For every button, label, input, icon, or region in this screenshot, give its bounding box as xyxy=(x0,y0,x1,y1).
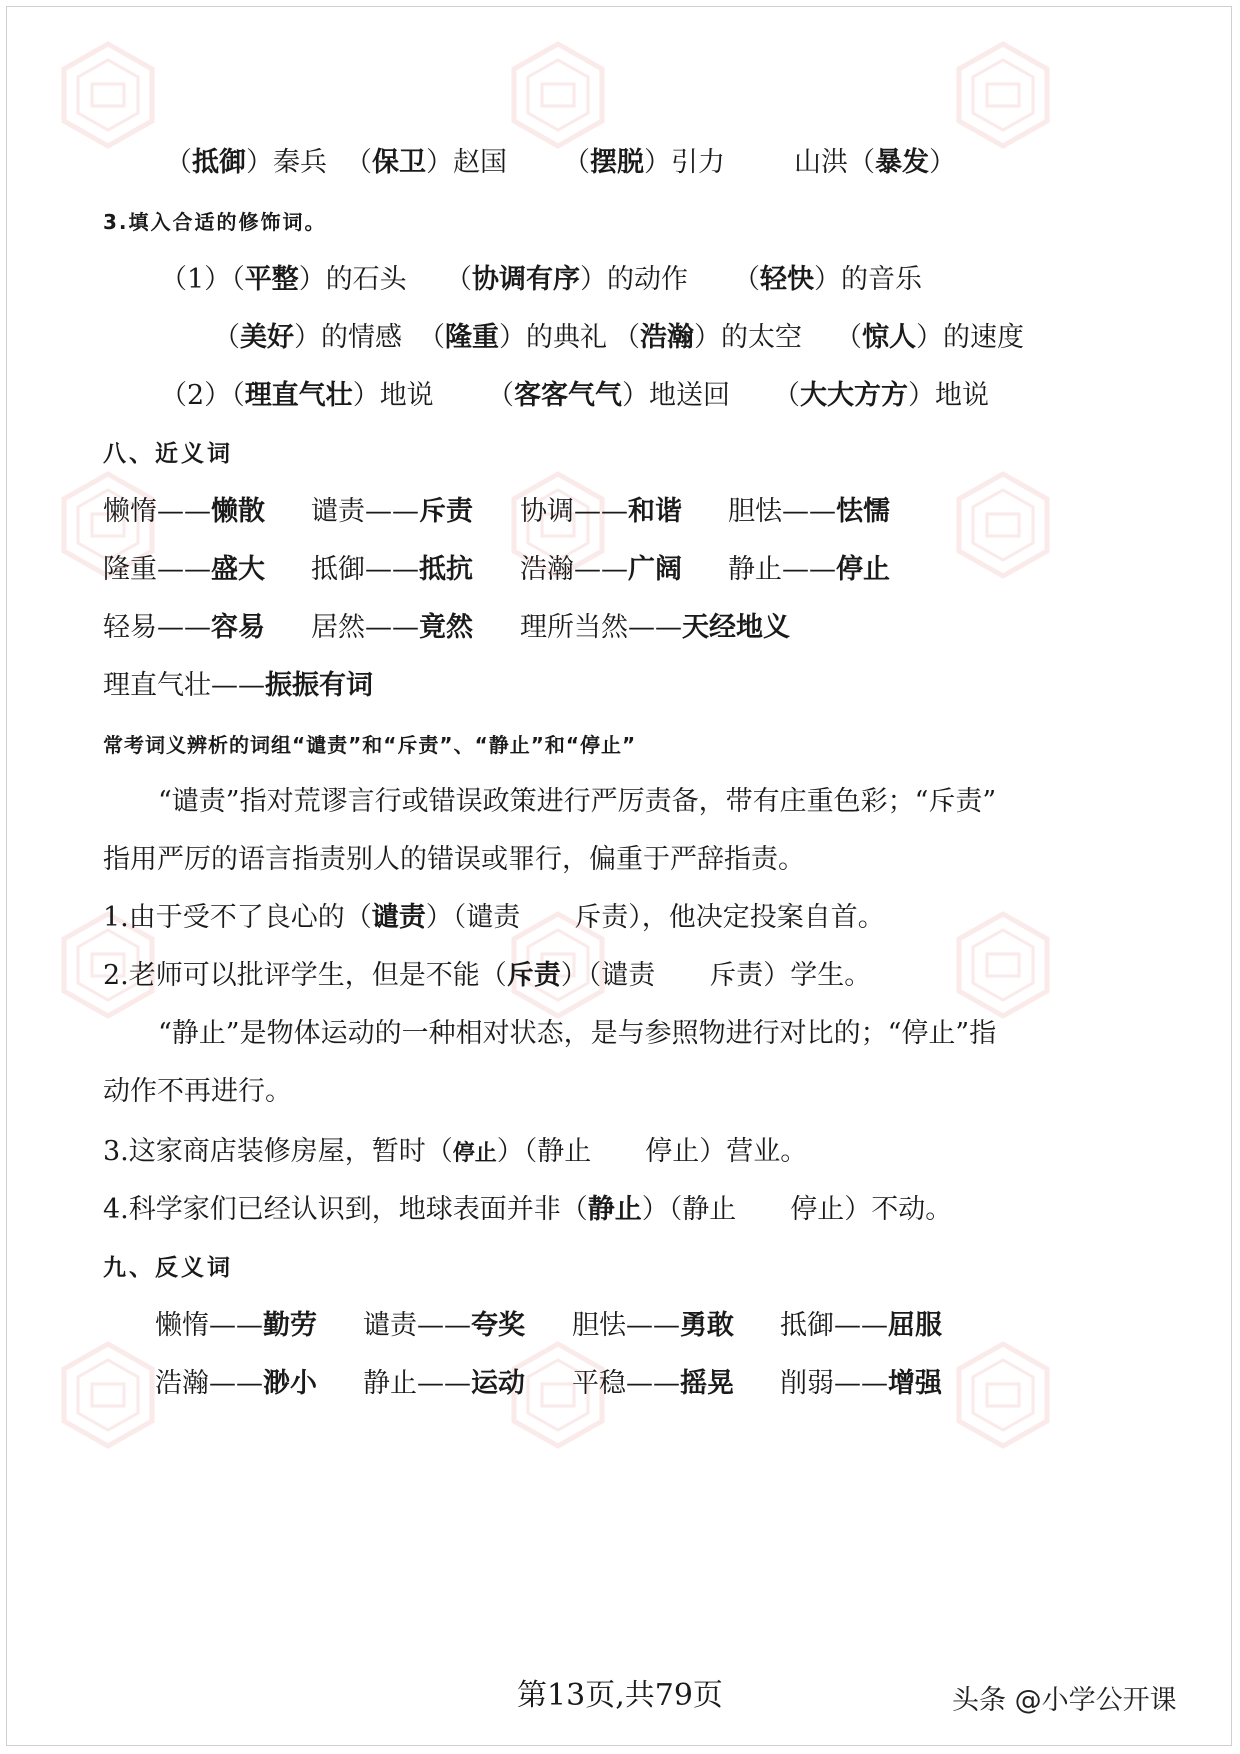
synonym-pair xyxy=(103,666,373,706)
dash: —— xyxy=(628,612,682,643)
synonym-pair xyxy=(311,492,473,532)
dash: —— xyxy=(626,1310,680,1341)
verb-item: 山洪（暴发） xyxy=(794,147,956,178)
antonym-pair xyxy=(572,1364,734,1404)
modifier-item: （大大方方）地说 xyxy=(773,380,989,411)
word: 赵国 xyxy=(453,147,507,178)
answer-word: 振振有词 xyxy=(265,670,373,701)
word: 引力 xyxy=(671,147,725,178)
synonym-pair xyxy=(103,550,265,590)
verb-item: （摆脱）引力 xyxy=(563,147,725,178)
word: 理直气壮 xyxy=(103,670,211,701)
word: 山洪 xyxy=(794,147,848,178)
dash: —— xyxy=(365,496,419,527)
dash: —— xyxy=(782,496,836,527)
modifier-item: （1）（平整）的石头 xyxy=(160,264,407,295)
modifier-item: （协调有序）的动作 xyxy=(445,264,688,295)
modifier-item: （浩瀚）的太空 xyxy=(613,322,802,353)
synonym-pair xyxy=(520,550,682,590)
dash: —— xyxy=(417,1310,471,1341)
answer-word: 暴发 xyxy=(875,147,929,178)
answer-word: 摇晃 xyxy=(680,1368,734,1399)
answer-word: 容易 xyxy=(211,612,265,643)
question-4 xyxy=(103,1190,952,1230)
antonym-pair xyxy=(780,1364,942,1404)
word: 的速度 xyxy=(943,322,1024,353)
answer-word: 夸奖 xyxy=(471,1310,525,1341)
answer-word: 斥责 xyxy=(506,960,561,991)
dash: —— xyxy=(782,554,836,585)
question-2 xyxy=(103,956,871,996)
dash: —— xyxy=(211,670,265,701)
answer-word: 斥责 xyxy=(419,496,473,527)
synonym-pair xyxy=(520,492,682,532)
word: 地说 xyxy=(379,380,434,411)
question-1 xyxy=(103,898,885,938)
answer-word: 停止 xyxy=(836,554,890,585)
answer-word: 屈服 xyxy=(888,1310,942,1341)
synonym-pair xyxy=(103,608,265,648)
synonym-pair xyxy=(103,492,265,532)
answer-word: 勤劳 xyxy=(263,1310,317,1341)
question-3 xyxy=(103,1132,807,1174)
word: 胆怯 xyxy=(728,496,782,527)
synonym-pair xyxy=(728,492,890,532)
word: 地送回 xyxy=(649,380,730,411)
antonym-pair xyxy=(572,1306,734,1346)
word: 的动作 xyxy=(607,264,688,295)
watermark-hexagon xyxy=(955,1340,1051,1450)
answer-word: 协调有序 xyxy=(472,264,580,295)
answer-word: 懒散 xyxy=(211,496,265,527)
analysis-heading: 常考词义辨析的词组“谴责”和“斥责”、“静止”和“停止” xyxy=(103,733,637,757)
word: 的典礼 xyxy=(526,322,607,353)
word: 抵御 xyxy=(780,1310,834,1341)
watermark-hexagon xyxy=(510,40,606,150)
dash: —— xyxy=(365,612,419,643)
answer-word: 停止 xyxy=(452,1141,497,1166)
answer-word: 大大方方 xyxy=(800,380,908,411)
word: 懒惰 xyxy=(155,1310,209,1341)
analysis-paragraph-2-cont: 动作不再进行。 xyxy=(103,1076,292,1107)
synonym-pair xyxy=(520,608,790,648)
analysis-paragraph-1-cont: 指用严厉的语言指责别人的错误或罪行，偏重于严辞指责。 xyxy=(103,844,805,875)
modifier-item: （隆重）的典礼 xyxy=(418,322,607,353)
word: 懒惰 xyxy=(103,496,157,527)
answer-word: 运动 xyxy=(471,1368,525,1399)
analysis-paragraph-2: “静止”是物体运动的一种相对状态，是与参照物进行对比的；“停止”指 xyxy=(158,1018,997,1049)
answer-word: 美好 xyxy=(240,322,294,353)
question-text: ）（谴责 斥责），他决定投案自首。 xyxy=(425,902,885,933)
word: 居然 xyxy=(311,612,365,643)
answer-word: 隆重 xyxy=(445,322,499,353)
word: 的太空 xyxy=(721,322,802,353)
word: 轻易 xyxy=(103,612,157,643)
answer-word: 勇敢 xyxy=(680,1310,734,1341)
dash: —— xyxy=(209,1368,263,1399)
word: 浩瀚 xyxy=(155,1368,209,1399)
word: 协调 xyxy=(520,496,574,527)
answer-word: 增强 xyxy=(888,1368,942,1399)
answer-word: 浩瀚 xyxy=(640,322,694,353)
dash: —— xyxy=(365,554,419,585)
answer-word: 抵御 xyxy=(192,147,246,178)
modifier-item: （2）（理直气壮）地说 xyxy=(160,380,434,411)
modifier-item: （客客气气）地送回 xyxy=(487,380,730,411)
question-text: ）（静止 停止）不动。 xyxy=(641,1194,953,1225)
word: 秦兵 xyxy=(273,147,327,178)
dash: —— xyxy=(834,1310,888,1341)
question-text: ）（静止 停止）营业。 xyxy=(496,1136,808,1167)
answer-word: 竟然 xyxy=(419,612,473,643)
answer-word: 和谐 xyxy=(628,496,682,527)
word: 谴责 xyxy=(311,496,365,527)
dash: —— xyxy=(157,554,211,585)
synonym-pair xyxy=(728,550,890,590)
answer-word: 理直气壮 xyxy=(244,380,353,411)
item-number: （1） xyxy=(160,264,232,295)
antonym-pair xyxy=(155,1306,317,1346)
answer-word: 惊人 xyxy=(862,322,916,353)
modifier-item: （惊人）的速度 xyxy=(835,322,1024,353)
dash: —— xyxy=(209,1310,263,1341)
antonym-pair xyxy=(363,1364,525,1404)
watermark-hexagon xyxy=(955,910,1051,1020)
answer-word: 天经地义 xyxy=(682,612,790,643)
question-text: 1.由于受不了良心的（ xyxy=(103,902,372,933)
word: 胆怯 xyxy=(572,1310,626,1341)
answer-word: 摆脱 xyxy=(590,147,644,178)
section-heading-antonyms: 九、反义词 xyxy=(103,1255,233,1281)
word: 平稳 xyxy=(572,1368,626,1399)
question-text: ）（谴责 斥责）学生。 xyxy=(560,960,872,991)
modifier-item: （轻快）的音乐 xyxy=(733,264,922,295)
answer-word: 静止 xyxy=(587,1194,642,1225)
answer-word: 怯懦 xyxy=(836,496,890,527)
synonym-pair xyxy=(311,608,473,648)
dash: —— xyxy=(626,1368,680,1399)
word: 静止 xyxy=(728,554,782,585)
word: 静止 xyxy=(363,1368,417,1399)
item-number: （2） xyxy=(160,380,232,411)
word: 谴责 xyxy=(363,1310,417,1341)
dash: —— xyxy=(574,554,628,585)
answer-word: 轻快 xyxy=(760,264,814,295)
word: 地说 xyxy=(935,380,989,411)
answer-word: 渺小 xyxy=(263,1368,317,1399)
brand-watermark: 头条 @小学公开课 xyxy=(952,1685,1177,1716)
antonym-pair xyxy=(363,1306,525,1346)
page-number: 第13页,共79页 xyxy=(517,1678,723,1713)
watermark-hexagon xyxy=(955,40,1051,150)
watermark-hexagon xyxy=(955,470,1051,580)
word: 浩瀚 xyxy=(520,554,574,585)
synonym-pair xyxy=(311,550,473,590)
answer-word: 平整 xyxy=(244,264,299,295)
answer-word: 抵抗 xyxy=(419,554,473,585)
analysis-paragraph-1: “谴责”指对荒谬言行或错误政策进行严厉责备，带有庄重色彩；“斥责” xyxy=(158,786,997,817)
word: 抵御 xyxy=(311,554,365,585)
word: 的情感 xyxy=(321,322,402,353)
word: 削弱 xyxy=(780,1368,834,1399)
word: 理所当然 xyxy=(520,612,628,643)
dash: —— xyxy=(157,612,211,643)
dash: —— xyxy=(834,1368,888,1399)
question-text: 3.这家商店装修房屋，暂时（ xyxy=(103,1136,453,1167)
answer-word: 客客气气 xyxy=(514,380,622,411)
question-text: 2.老师可以批评学生，但是不能（ xyxy=(103,960,507,991)
dash: —— xyxy=(157,496,211,527)
dash: —— xyxy=(417,1368,471,1399)
word: 隆重 xyxy=(103,554,157,585)
section-heading-3: 3.填入合适的修饰词。 xyxy=(103,210,327,234)
verb-item: （抵御）秦兵 xyxy=(165,147,327,178)
answer-word: 谴责 xyxy=(371,902,426,933)
verb-item: （保卫）赵国 xyxy=(345,147,507,178)
antonym-pair xyxy=(780,1306,942,1346)
question-text: 4.科学家们已经认识到，地球表面并非（ xyxy=(103,1194,588,1225)
answer-word: 保卫 xyxy=(372,147,426,178)
answer-word: 广阔 xyxy=(628,554,682,585)
dash: —— xyxy=(574,496,628,527)
word: 的音乐 xyxy=(841,264,922,295)
modifier-item: （美好）的情感 xyxy=(213,322,402,353)
watermark-hexagon xyxy=(60,40,156,150)
answer-word: 盛大 xyxy=(211,554,265,585)
section-heading-synonyms: 八、近义词 xyxy=(103,441,233,467)
word: 的石头 xyxy=(325,264,407,295)
antonym-pair xyxy=(155,1364,317,1404)
watermark-hexagon xyxy=(60,1340,156,1450)
